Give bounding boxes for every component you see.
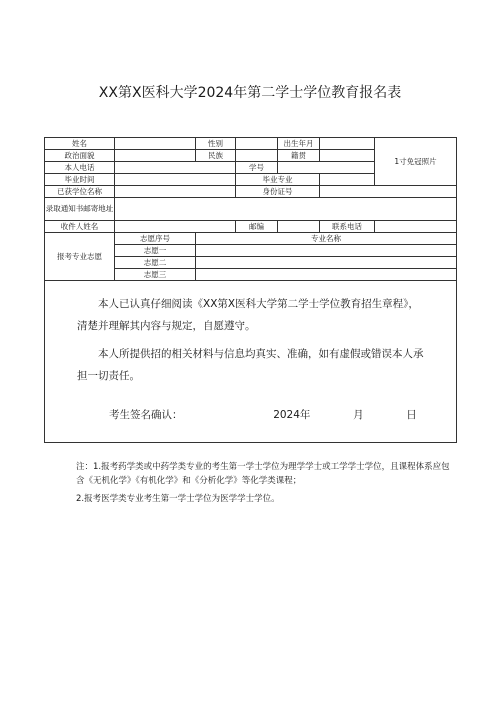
wish-3-field[interactable]	[196, 269, 457, 281]
wish-label: 报考专业志愿	[45, 233, 115, 281]
gender-label: 性别	[196, 138, 236, 150]
mail-address-field[interactable]	[115, 198, 457, 221]
id-card-field[interactable]	[320, 186, 457, 198]
contact-phone-label: 联系电话	[320, 221, 375, 233]
signature-month: 月	[353, 409, 364, 421]
student-id-label: 学号	[236, 162, 278, 174]
mail-address-label: 录取通知书邮寄地址	[45, 198, 115, 221]
student-id-field[interactable]	[278, 162, 375, 174]
birth-field[interactable]	[320, 138, 375, 150]
grad-major-label: 毕业专业	[236, 174, 320, 186]
wish-no-header: 志愿序号	[115, 233, 196, 245]
recipient-field[interactable]	[115, 221, 236, 233]
postcode-field[interactable]	[278, 221, 320, 233]
signature-day: 日	[406, 409, 417, 421]
phone-label: 本人电话	[45, 162, 115, 174]
wish-3-label: 志愿三	[115, 269, 196, 281]
photo-box[interactable]: 1寸免冠照片	[375, 138, 457, 186]
wish-1-field[interactable]	[196, 245, 457, 257]
note-1: 注：1.报考药学类或中药学类专业的考生第一学士学位为理学学士或工学学士学位，且课程体系应包含《无机化学》《有机化学》和《分析化学》等化学类课程；	[76, 462, 450, 486]
notes	[76, 460, 456, 506]
name-label: 姓名	[45, 138, 115, 150]
postcode-label: 邮编	[236, 221, 278, 233]
grad-time-field[interactable]	[115, 174, 236, 186]
registration-form	[44, 137, 457, 443]
degree-name-label: 已获学位名称	[45, 186, 115, 198]
page-title: XX第X医科大学2024年第二学士学位教育报名表	[98, 85, 402, 101]
recipient-label: 收件人姓名	[45, 221, 115, 233]
political-field[interactable]	[115, 150, 196, 162]
phone-field[interactable]	[115, 162, 236, 174]
declaration-box	[45, 281, 457, 443]
birth-label: 出生年月	[278, 138, 320, 150]
signature-label: 考生签名确认：	[109, 409, 183, 421]
grad-time-label: 毕业时间	[45, 174, 115, 186]
wish-1-label: 志愿一	[115, 245, 196, 257]
id-card-label: 身份证号	[236, 186, 320, 198]
note-2: 2.报考医学类专业考生第一学士学位为医学学士学位。	[76, 494, 280, 504]
political-label: 政治面貌	[45, 150, 115, 162]
gender-field[interactable]	[236, 138, 278, 150]
native-label: 籍贯	[278, 150, 320, 162]
signature-line	[109, 409, 456, 422]
degree-name-field[interactable]	[115, 186, 236, 198]
wish-2-field[interactable]	[196, 257, 457, 269]
wish-2-label: 志愿二	[115, 257, 196, 269]
declaration-paragraph-1: 本人已认真仔细阅读《XX第X医科大学第二学士学位教育招生章程》，清楚并理解其内容与规定，自愿遵守。	[77, 298, 419, 332]
name-field[interactable]	[115, 138, 196, 150]
ethnicity-label: 民族	[196, 150, 236, 162]
ethnicity-field[interactable]	[236, 150, 278, 162]
major-name-header: 专业名称	[196, 233, 457, 245]
contact-phone-field[interactable]	[375, 221, 457, 233]
declaration-paragraph-2: 本人所提供招的相关材料与信息均真实、准确，如有虚假或错误本人承担一切责任。	[77, 348, 424, 382]
signature-year: 2024年	[273, 409, 311, 421]
grad-major-field[interactable]	[320, 174, 375, 186]
native-field[interactable]	[320, 150, 375, 162]
